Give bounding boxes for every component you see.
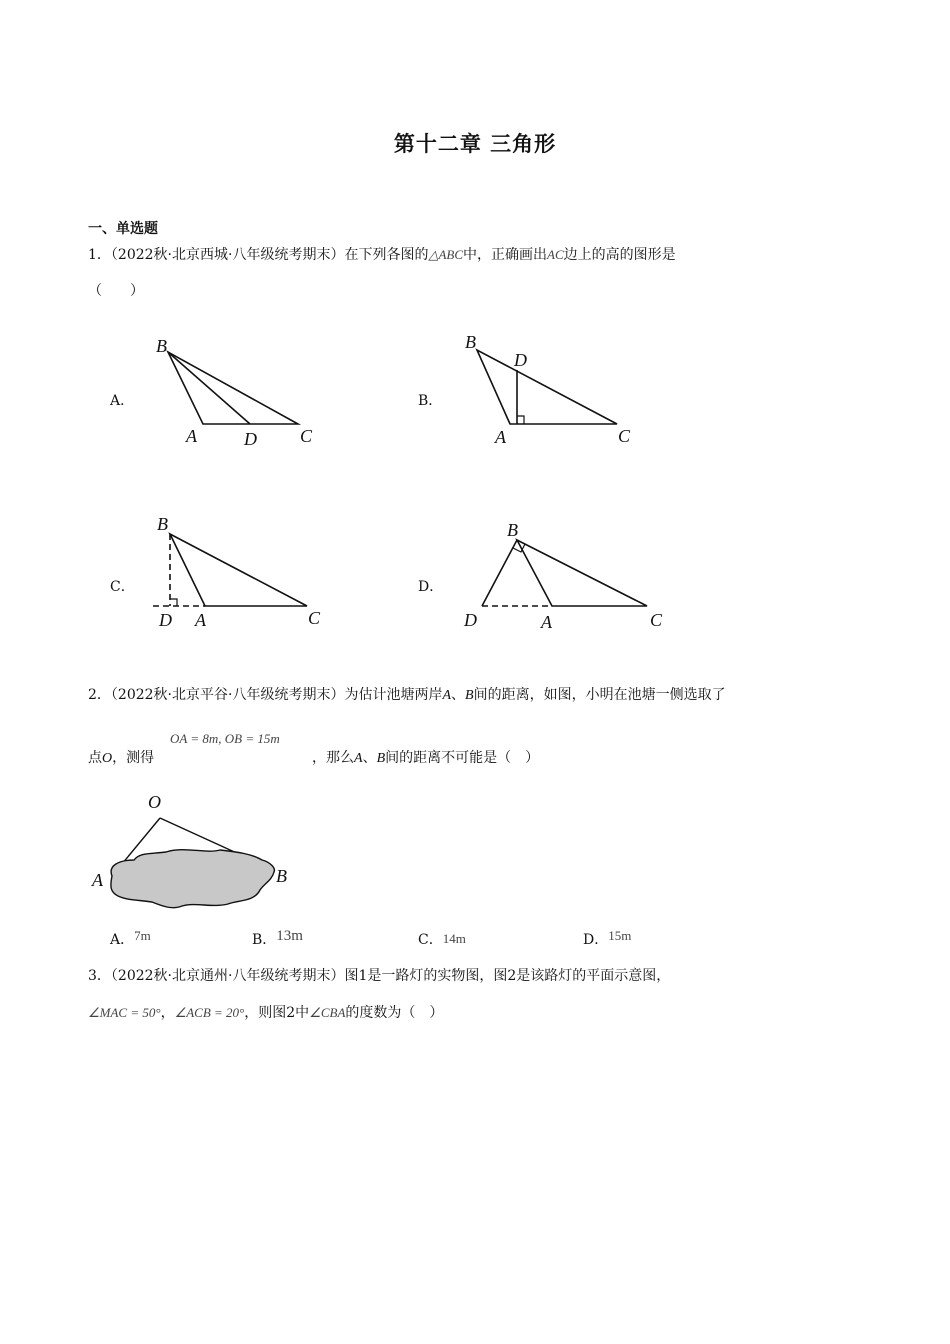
option-b-label[interactable]: B． bbox=[418, 393, 443, 409]
point-b: B bbox=[465, 688, 474, 703]
separator: 、 bbox=[451, 687, 466, 703]
question-3-stem-line2 bbox=[88, 1002, 443, 1022]
right-angle-mark bbox=[517, 416, 524, 424]
stem-text: ，测得 bbox=[112, 750, 155, 766]
point-label-b: B bbox=[465, 332, 476, 352]
stem-text: 在下列各图的 bbox=[344, 247, 429, 263]
point-label-c: C bbox=[618, 426, 631, 446]
point-label-a: A bbox=[186, 426, 197, 446]
stem-text: 的度数为（ ） bbox=[345, 1005, 444, 1021]
stem-text: ，则图2中 bbox=[244, 1005, 310, 1021]
point-label-a: A bbox=[195, 610, 206, 630]
separator: 、 bbox=[362, 750, 377, 766]
option-label: C． bbox=[418, 932, 443, 948]
point-label-a: A bbox=[92, 870, 103, 890]
option-value: 13m bbox=[276, 928, 303, 944]
page-title: 第十二章 三角形 bbox=[393, 132, 557, 156]
point-a: A bbox=[442, 688, 452, 703]
point-a: A bbox=[354, 751, 363, 766]
option-label: B． bbox=[252, 932, 277, 948]
question-number: 1． bbox=[88, 247, 111, 263]
triangle-abc bbox=[517, 540, 647, 606]
triangle-abc bbox=[170, 534, 307, 606]
figure-pond bbox=[88, 790, 308, 920]
math-angle-cba: ∠CBA bbox=[309, 1005, 346, 1020]
figure-option-a bbox=[150, 330, 340, 460]
question-2-stem bbox=[88, 684, 726, 704]
question-source: （2022秋·北京平谷·八年级统考期末） bbox=[110, 687, 345, 703]
point-label-b: B bbox=[156, 336, 167, 356]
right-angle-mark bbox=[170, 599, 177, 606]
pond-shape bbox=[111, 850, 274, 908]
option-label: A． bbox=[110, 932, 135, 948]
point-label-d: D bbox=[514, 350, 527, 370]
point-label-a: A bbox=[541, 612, 552, 632]
point-label-b: B bbox=[276, 866, 287, 886]
separator: ， bbox=[160, 1005, 175, 1021]
point-label-d: D bbox=[244, 429, 257, 449]
point-label-b: B bbox=[157, 514, 168, 534]
question-2-stem-line2 bbox=[88, 747, 154, 767]
math-triangle-abc: △ABC bbox=[428, 247, 464, 262]
q2-option-a[interactable] bbox=[110, 929, 151, 949]
figure-option-d bbox=[455, 512, 675, 637]
question-source: （2022秋·北京西城·八年级统考期末） bbox=[110, 247, 345, 263]
stem-text: 边上的高的图形是 bbox=[563, 247, 676, 263]
point-label-a: A bbox=[495, 427, 506, 447]
q2-option-b[interactable] bbox=[252, 929, 303, 949]
stem-text: 间的距离不可能是（ ） bbox=[385, 750, 540, 766]
segment-bd bbox=[168, 352, 250, 424]
point-label-c: C bbox=[300, 426, 313, 446]
stem-text: 图1是一路灯的实物图，图2是该路灯的平面示意图， bbox=[344, 968, 671, 984]
option-a-label[interactable]: A． bbox=[110, 393, 135, 409]
segment-bd bbox=[482, 540, 517, 606]
math-segment-ac: AC bbox=[547, 247, 564, 262]
point-label-d: D bbox=[464, 610, 477, 630]
point-label-c: C bbox=[308, 608, 321, 628]
option-label: D． bbox=[583, 932, 609, 948]
question-2-stem-line2b bbox=[312, 747, 539, 767]
point-label-b: B bbox=[507, 520, 518, 540]
question-3-stem bbox=[88, 965, 670, 985]
stem-text: ，那么 bbox=[312, 750, 354, 766]
section-heading: 一、单选题 bbox=[88, 221, 158, 237]
stem-text: 为估计池塘两岸 bbox=[344, 687, 443, 703]
point-b: B bbox=[376, 751, 386, 766]
question-1-stem bbox=[88, 244, 676, 264]
option-value: 14m bbox=[442, 931, 466, 946]
option-value: 15m bbox=[608, 928, 632, 943]
math-oa-ob: OA = 8m, OB = 15m bbox=[170, 731, 280, 746]
point-label-d: D bbox=[159, 610, 172, 630]
stem-text: 点 bbox=[88, 750, 102, 766]
question-number: 2． bbox=[88, 687, 111, 703]
math-angle-mac: ∠MAC = 50° bbox=[88, 1005, 161, 1020]
option-d-label[interactable]: D． bbox=[418, 579, 444, 595]
stem-text: 中，正确画出 bbox=[463, 247, 548, 263]
option-c-label[interactable]: C． bbox=[110, 579, 135, 595]
triangle-abc bbox=[477, 350, 617, 424]
answer-paren: （ ） bbox=[88, 283, 144, 299]
point-label-c: C bbox=[650, 610, 663, 630]
triangle-abc bbox=[168, 352, 298, 424]
question-source: （2022秋·北京通州·八年级统考期末） bbox=[110, 968, 345, 984]
question-number: 3． bbox=[88, 968, 111, 984]
q2-option-c[interactable] bbox=[418, 929, 466, 949]
stem-text: 间的距离，如图，小明在池塘一侧选取了 bbox=[473, 687, 726, 703]
figure-option-c bbox=[145, 512, 345, 637]
point-label-o: O bbox=[148, 792, 161, 812]
option-value: 7m bbox=[134, 928, 151, 943]
point-o: O bbox=[102, 751, 113, 766]
math-angle-acb: ∠ACB = 20° bbox=[174, 1005, 245, 1020]
q2-option-d[interactable] bbox=[583, 929, 631, 949]
figure-option-b bbox=[455, 328, 655, 458]
